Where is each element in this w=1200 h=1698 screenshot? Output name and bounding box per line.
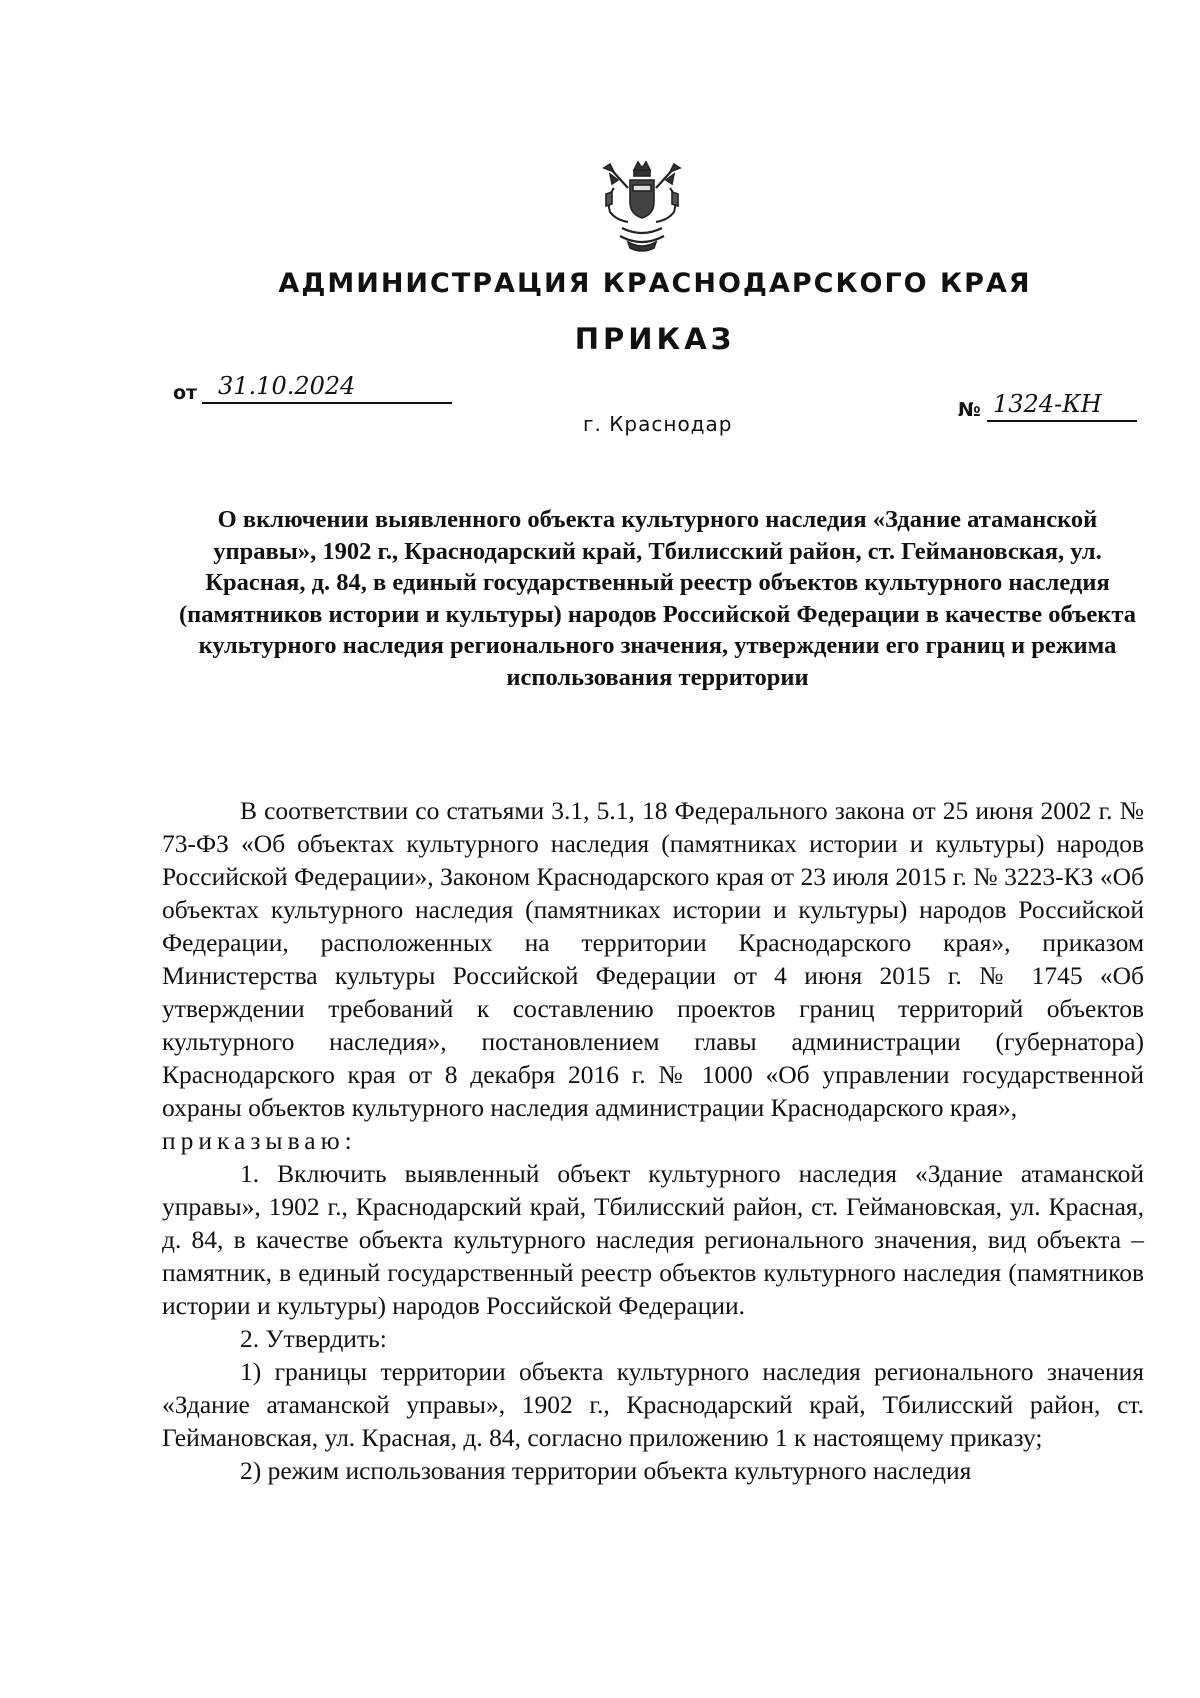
document-type: ПРИКАЗ	[574, 322, 736, 356]
date-prefix: от	[173, 382, 198, 404]
item-2-2-paragraph: 2) режим использования территории объекта культурного наследия	[240, 1456, 972, 1485]
item-2-paragraph: 2. Утвердить:	[240, 1324, 387, 1353]
organization-title: АДМИНИСТРАЦИЯ КРАСНОДАРСКОГО КРАЯ	[278, 268, 1032, 299]
item-1-paragraph: 1. Включить выявленный объект культурного наследия «Здание атаманской управы», 1902 г., Краснодарский край, Тбилисский район, ст. Геймановская, ул. Красная, д. 84, в качестве объекта культурного наследия регионального значения, вид объекта – памятник, в единый государственный реестр объектов культурного наследия (памятников истории и культуры) народов Российской Федерации.	[162, 1159, 1144, 1320]
city: г. Краснодар	[583, 412, 733, 436]
document-subject: О включении выявленного объекта культурного наследия «Здание атаманской управы», 1902 г., Краснодарский край, Тбилисский район, ст. Геймановская, ул. Красная, д. 84, в единый государственный реестр объектов культурного наследия (памятников истории и культуры) народов Российской Федерации в качестве объекта культурного наследия регионального значения, утверждении его границ и режима использования территории	[178, 506, 1136, 691]
document-number: 1324-КН	[987, 390, 1137, 422]
krasnodar-coat-of-arms-icon	[600, 158, 684, 258]
document-date: 31.10.2024	[202, 372, 452, 404]
document-body	[162, 794, 1144, 1487]
order-word: приказываю:	[162, 1126, 357, 1155]
item-2-1-paragraph: 1) границы территории объекта культурного наследия регионального значения «Здание атаманской управы», 1902 г., Краснодарский край, Тбилисский район, ст. Геймановская, ул. Красная, д. 84, согласно приложению 1 к настоящему приказу;	[162, 1357, 1144, 1452]
preamble-paragraph: В соответствии со статьями 3.1, 5.1, 18 Федерального закона от 25 июня 2002 г. № 73-ФЗ «Об объектах культурного наследия (памятниках истории и культуры) народов Российской Федерации», Законом Краснодарского края от 23 июля 2015 г. № 3223-КЗ «Об объектах культурного наследия (памятниках истории и культуры) народов Российской Федерации, расположенных на территории Краснодарского края», приказом Министерства культуры Российской Федерации от 4 июня 2015 г. № 1745 «Об утверждении требований к составлению проектов границ территорий объектов культурного наследия», постановлением главы администрации (губернатора) Краснодарского края от 8 декабря 2016 г. № 1000 «Об управлении государственной охраны объектов культурного наследия администрации Краснодарского края»,	[162, 796, 1144, 1122]
number-sign: №	[958, 399, 981, 421]
